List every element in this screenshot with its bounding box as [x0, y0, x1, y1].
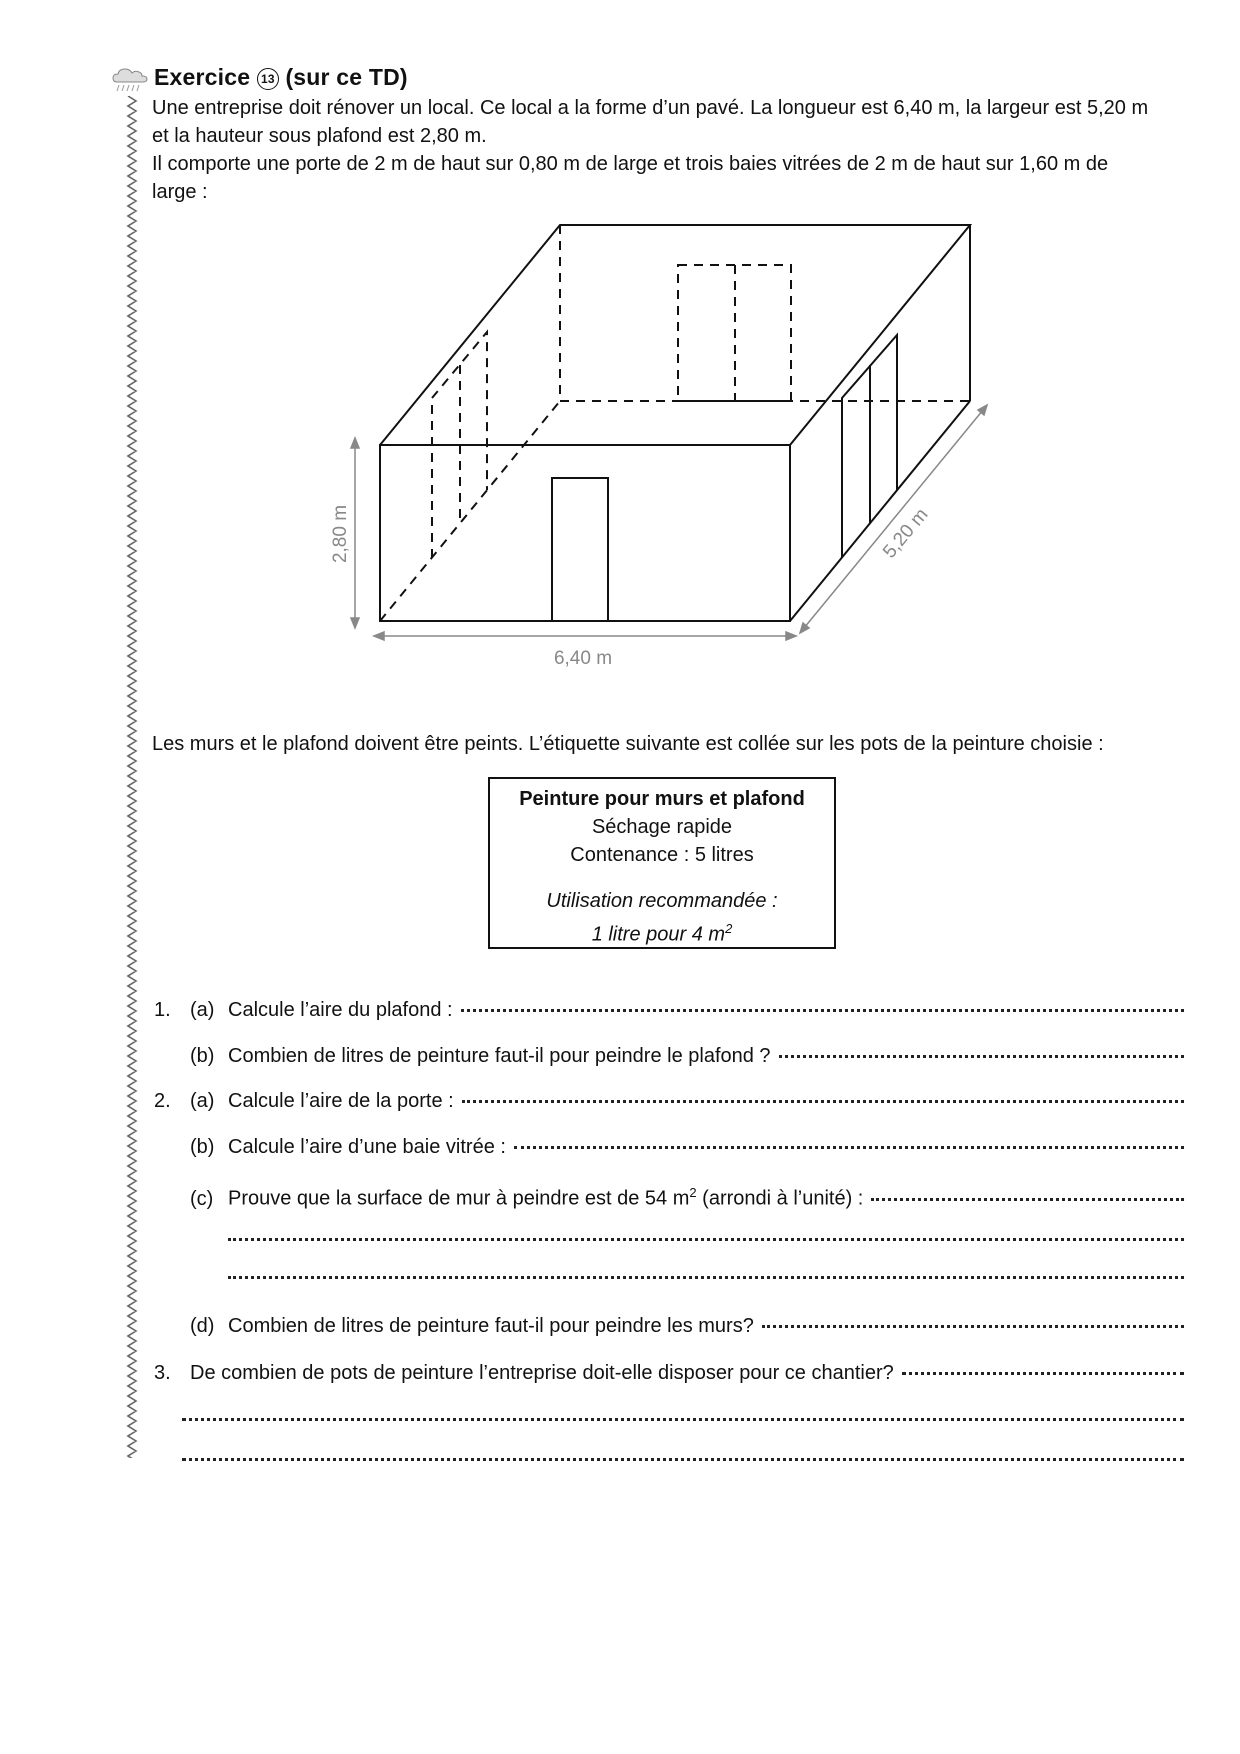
- bottom-right-edge: [790, 401, 970, 621]
- exercise-title-text: Exercice: [154, 64, 251, 90]
- height-label: 2,80 m: [330, 504, 351, 564]
- answer-line-2c[interactable]: [871, 1198, 1184, 1201]
- question-3-number: 3.: [154, 1362, 171, 1384]
- answer-line-2d[interactable]: [762, 1325, 1184, 1328]
- question-2c: [190, 1179, 1184, 1213]
- paint-label-title: Peinture pour murs et plafond: [519, 788, 805, 810]
- question-1a-sub: (a): [190, 999, 215, 1021]
- question-2-number: 2.: [154, 1090, 171, 1112]
- length-label: 6,40 m: [553, 648, 613, 669]
- question-2a: [154, 1087, 1184, 1115]
- question-2a-sub: (a): [190, 1090, 215, 1112]
- question-2d: [190, 1312, 1184, 1340]
- question-2c-sup: 2: [689, 1185, 697, 1200]
- question-2c-text: [228, 1179, 863, 1213]
- front-wall: [380, 445, 790, 621]
- paint-label-usage-rate-sup: 2: [725, 921, 733, 936]
- exercise-number-badge: 13: [257, 68, 279, 90]
- paint-label-capacity: Contenance : 5 litres: [570, 844, 754, 866]
- answer-line-3[interactable]: [902, 1372, 1184, 1375]
- paint-label-drying: Séchage rapide: [591, 816, 733, 838]
- question-1b: [190, 1042, 1184, 1070]
- answer-line-2b[interactable]: [514, 1146, 1184, 1149]
- question-1-number: 1.: [154, 999, 171, 1021]
- question-1a: [154, 996, 1184, 1024]
- paint-label-box: [488, 777, 836, 949]
- question-2b-sub: (b): [190, 1136, 215, 1158]
- question-2b: [190, 1133, 1184, 1161]
- answer-line-1b[interactable]: [779, 1055, 1184, 1058]
- question-2a-text: Calcule l’aire de la porte :: [228, 1090, 454, 1112]
- answer-line-2c-2[interactable]: [228, 1238, 1184, 1241]
- question-3: [154, 1359, 1184, 1387]
- door: [552, 478, 608, 621]
- margin-zigzag-decoration: [124, 96, 140, 1458]
- question-2d-text: Combien de litres de peinture faut-il pour peindre les murs?: [228, 1315, 754, 1337]
- top-edges: [380, 225, 970, 445]
- question-2c-sub: (c): [190, 1187, 214, 1210]
- paint-label-usage-rate-text: 1 litre pour 4 m: [591, 923, 726, 946]
- question-2d-sub: (d): [190, 1315, 215, 1337]
- question-1b-sub: (b): [190, 1045, 215, 1067]
- room-diagram: [315, 212, 1000, 682]
- intro-line-2: et la hauteur sous plafond est 2,80 m.: [152, 125, 487, 147]
- answer-line-2c-3[interactable]: [228, 1276, 1184, 1279]
- hidden-left-bottom-edge: [380, 401, 560, 621]
- answer-line-3-3[interactable]: [182, 1458, 1184, 1461]
- width-label: 5,20 m: [879, 504, 933, 563]
- answer-line-1a[interactable]: [461, 1009, 1184, 1012]
- answer-line-2a[interactable]: [462, 1100, 1184, 1103]
- question-2c-text-post: (arrondi à l’unité) :: [696, 1187, 864, 1210]
- paint-intro-text: Les murs et le plafond doivent être peints. L’étiquette suivante est collée sur les pots de la peinture choisie :: [152, 733, 1104, 755]
- intro-line-4: large :: [152, 181, 208, 203]
- question-1b-text: Combien de litres de peinture faut-il pour peindre le plafond ?: [228, 1045, 771, 1067]
- question-3-text: De combien de pots de peinture l’entreprise doit-elle disposer pour ce chantier?: [190, 1362, 894, 1384]
- question-2c-text-pre: Prouve que la surface de mur à peindre est de 54 m: [228, 1187, 690, 1210]
- cloud-rain-icon: [111, 66, 149, 96]
- paint-label-usage-rate: [490, 915, 834, 949]
- question-1a-text: Calcule l’aire du plafond :: [228, 999, 453, 1021]
- exercise-subtitle: (sur ce TD): [285, 64, 408, 90]
- exercise-title: [154, 64, 408, 91]
- intro-line-3: Il comporte une porte de 2 m de haut sur 0,80 m de large et trois baies vitrées de 2 m de haut sur 1,60 m de: [152, 153, 1109, 175]
- answer-line-3-2[interactable]: [182, 1418, 1184, 1421]
- paint-label-usage-title: Utilisation recommandée :: [546, 890, 778, 912]
- intro-line-1: Une entreprise doit rénover un local. Ce local a la forme d’un pavé. La longueur est 6,40 m, la largeur est 5,20 m: [152, 97, 1149, 119]
- question-2b-text: Calcule l’aire d’une baie vitrée :: [228, 1136, 506, 1158]
